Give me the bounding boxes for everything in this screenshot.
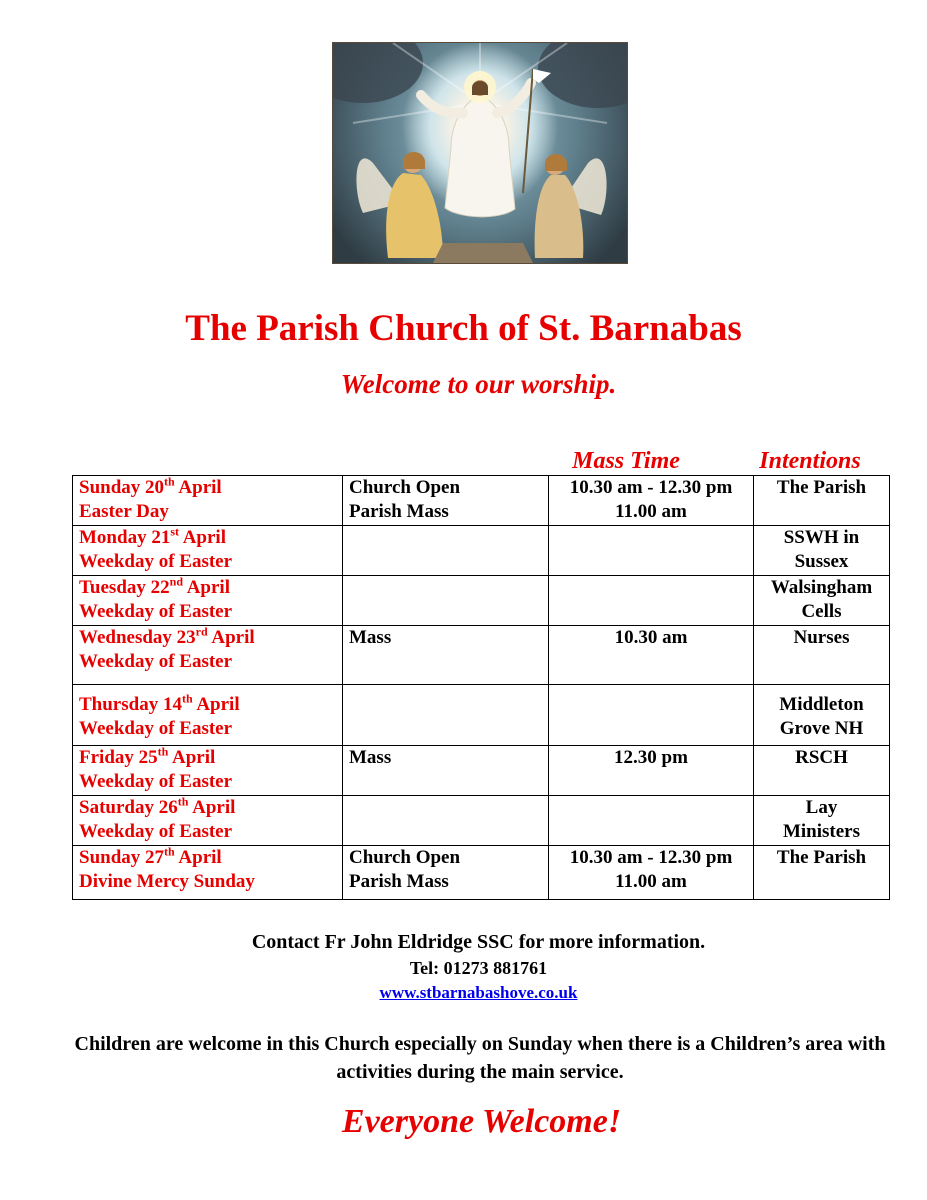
table-row [73, 685, 890, 746]
service-cell: Church Open Parish Mass [343, 846, 549, 900]
table-row [73, 476, 890, 526]
website-line [0, 982, 927, 1004]
contact-text: Contact Fr John Eldridge SSC for more information. [251, 931, 706, 953]
mass-time-cell [549, 685, 754, 746]
table-row [73, 746, 890, 796]
mass-time-cell [549, 576, 754, 626]
day-cell: Saturday 26th April Weekday of Easter [73, 796, 343, 846]
intention-cell: Nurses [754, 626, 890, 685]
table-row [73, 526, 890, 576]
mass-time-header: Mass Time [572, 448, 680, 474]
table-row [73, 626, 890, 685]
mass-time-cell: 10.30 am [549, 626, 754, 685]
service-cell: Mass [343, 626, 549, 685]
table-row [73, 796, 890, 846]
intention-cell: The Parish [754, 476, 890, 526]
intention-cell: RSCH [754, 746, 890, 796]
service-cell [343, 526, 549, 576]
day-cell: Sunday 20th April Easter Day [73, 476, 343, 526]
day-cell: Wednesday 23rd April Weekday of Easter [73, 626, 343, 685]
intention-cell: Lay Ministers [754, 796, 890, 846]
service-cell: Church Open Parish Mass [343, 476, 549, 526]
mass-time-cell: 10.30 am - 12.30 pm 11.00 am [549, 476, 754, 526]
table-row [73, 576, 890, 626]
service-cell [343, 576, 549, 626]
page-subtitle: Welcome to our worship. [340, 369, 617, 399]
schedule-table [72, 475, 890, 900]
day-cell: Sunday 27th April Divine Mercy Sunday [73, 846, 343, 900]
table-row [73, 846, 890, 900]
intention-cell: Middleton Grove NH [754, 685, 890, 746]
day-cell: Monday 21st April Weekday of Easter [73, 526, 343, 576]
service-cell [343, 796, 549, 846]
service-cell [343, 685, 549, 746]
intentions-header: Intentions [759, 448, 861, 474]
service-cell: Mass [343, 746, 549, 796]
mass-time-cell [549, 526, 754, 576]
mass-time-cell: 12.30 pm [549, 746, 754, 796]
risen-christ-with-angels-image [332, 42, 628, 264]
day-cell: Friday 25th April Weekday of Easter [73, 746, 343, 796]
website-link[interactable]: www.stbarnabashove.co.uk [379, 983, 578, 1002]
intention-cell: The Parish [754, 846, 890, 900]
everyone-welcome-text: Everyone Welcome! [341, 1103, 622, 1140]
children-welcome-text: Children are welcome in this Church especially on Sunday when there is a Children’s area with activities during the main service. [74, 1033, 886, 1083]
telephone-text: Tel: 01273 881761 [409, 958, 548, 978]
mass-time-cell: 10.30 am - 12.30 pm 11.00 am [549, 846, 754, 900]
page-title: The Parish Church of St. Barnabas [185, 308, 742, 349]
intention-cell: Walsingham Cells [754, 576, 890, 626]
day-cell: Tuesday 22nd April Weekday of Easter [73, 576, 343, 626]
intention-cell: SSWH in Sussex [754, 526, 890, 576]
day-cell: Thursday 14th April Weekday of Easter [73, 685, 343, 746]
mass-time-cell [549, 796, 754, 846]
